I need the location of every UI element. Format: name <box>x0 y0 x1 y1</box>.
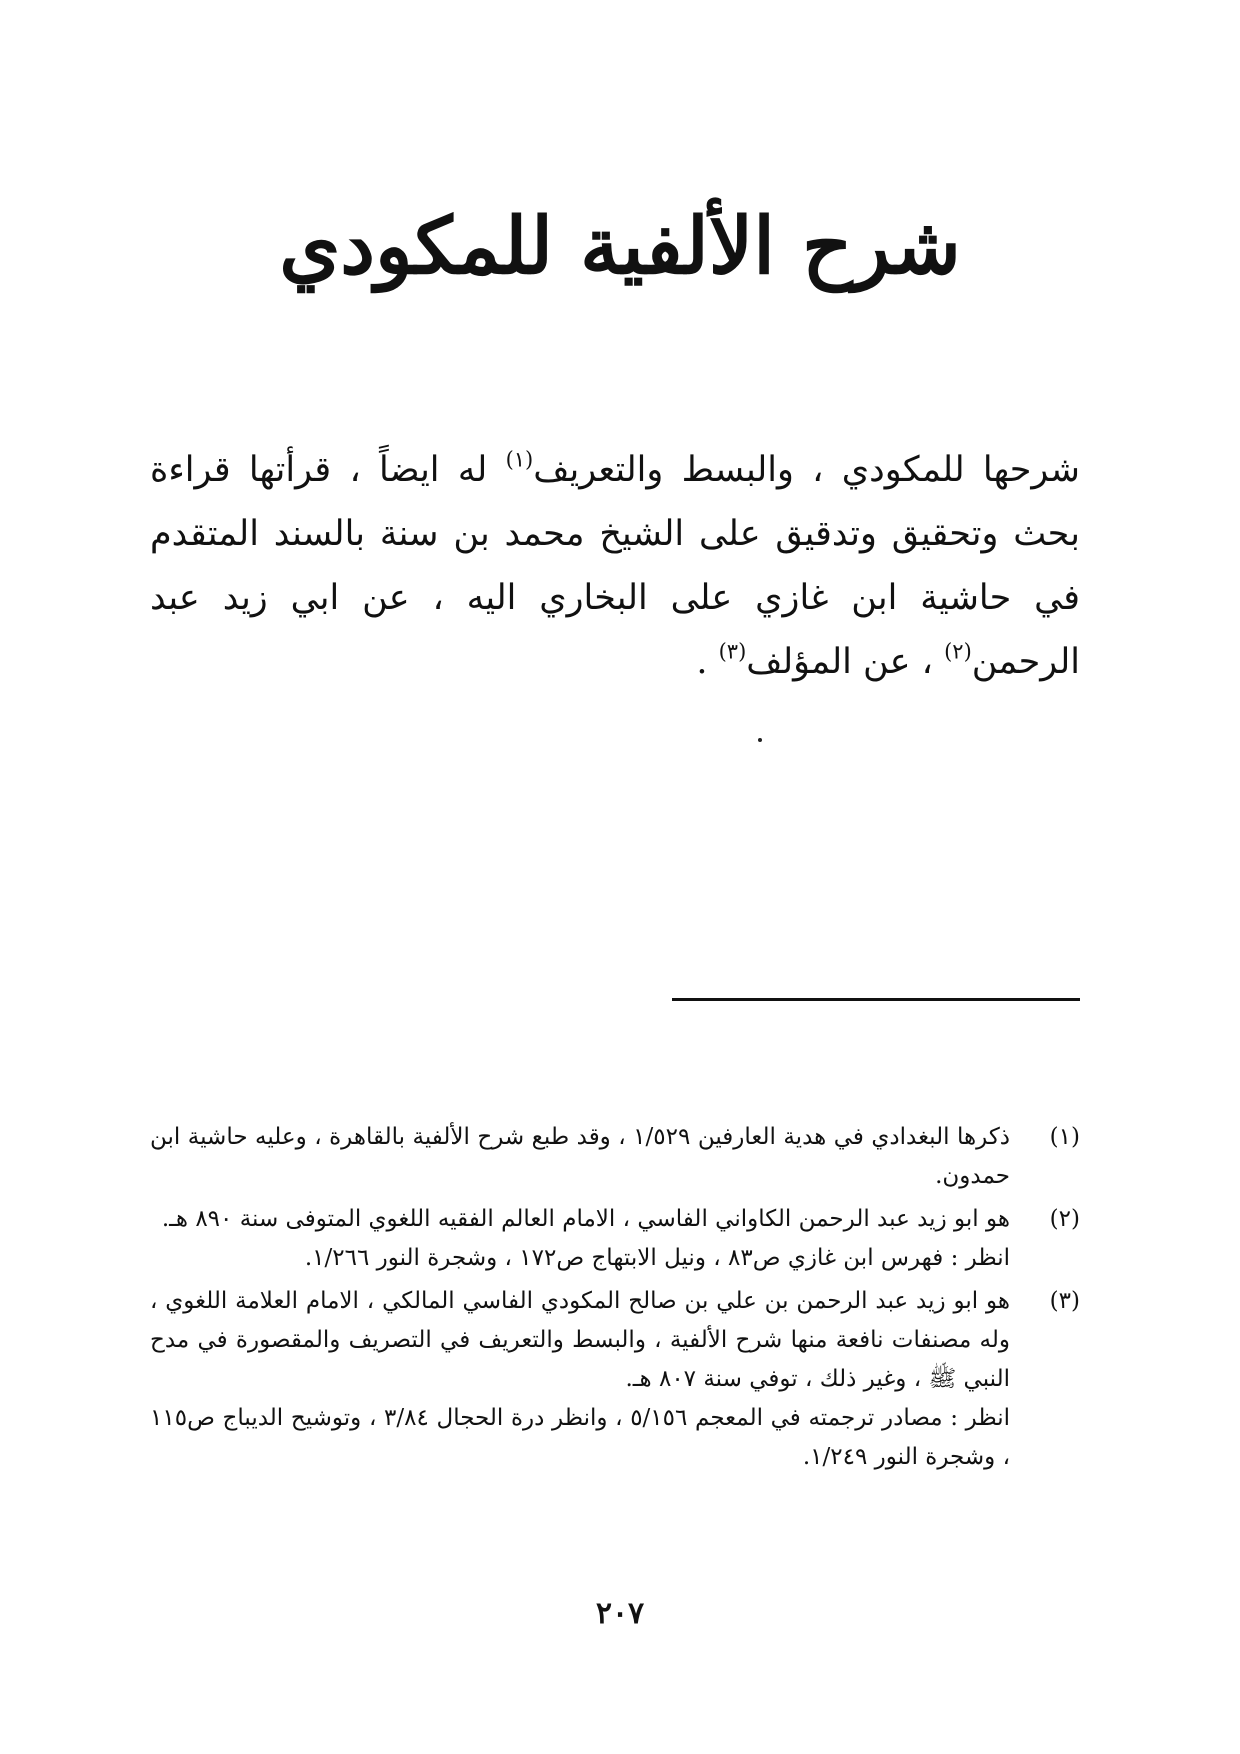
scan-dot <box>758 738 762 742</box>
intro-text-1: شرحها للمكودي ، والبسط والتعريف <box>533 450 1080 490</box>
footnote-source: انظر : مصادر ترجمته في المعجم ٥/١٥٦ ، وانظر درة الحجال ٣/٨٤ ، وتوشيح الديباج ص١١٥ ، وشجرة النور ١/٢٤٩. <box>150 1405 1010 1470</box>
footnote-2 <box>150 1200 1080 1278</box>
footnote-text: هو ابو زيد عبد الرحمن الكاواني الفاسي ، الامام العالم الفقيه اللغوي المتوفى سنة ٨٩٠ هـ. <box>161 1206 1010 1232</box>
footnote-number: (١) <box>1049 1124 1080 1150</box>
footnote-ref-3: (٣) <box>718 639 747 664</box>
footnote-text: هو ابو زيد عبد الرحمن بن علي بن صالح المكودي الفاسي المالكي ، الامام العلامة اللغوي ، وله مصنفات نافعة منها شرح الألفية ، والبسط والتعريف في التصريف والمقصورة في مدح النبي ﷺ ، وغير ذلك ، توفي سنة ٨٠٧ هـ. <box>150 1288 1010 1392</box>
footnote-ref-2: (٢) <box>944 639 972 664</box>
page-number: ٢٠٧ <box>595 1596 645 1631</box>
footnote-number: (٢) <box>1049 1206 1080 1232</box>
footnote-1 <box>150 1118 1080 1196</box>
intro-paragraph <box>150 438 1080 694</box>
footnote-3 <box>150 1282 1080 1477</box>
footnotes <box>150 1118 1080 1481</box>
footnote-text: ذكرها البغدادي في هدية العارفين ١/٥٢٩ ، وقد طبع شرح الألفية بالقاهرة ، وعليه حاشية ابن حمدون. <box>150 1124 1011 1189</box>
footnote-number: (٣) <box>1049 1288 1080 1314</box>
footnote-ref-1: (١) <box>505 447 534 472</box>
page-title: شرح الألفية للمكودي <box>279 201 961 292</box>
footnote-source: انظر : فهرس ابن غازي ص٨٣ ، ونيل الابتهاج ص١٧٢ ، وشجرة النور ١/٢٦٦. <box>304 1245 1010 1271</box>
footnote-separator <box>672 998 1080 1001</box>
intro-text-4: . <box>696 642 719 682</box>
intro-text-2: له ايضاً ، قرأتها قراءة بحث وتحقيق وتدقيق على الشيخ محمد بن سنة بالسند المتقدم في حاشية ابن غازي على البخاري اليه ، عن ابي زيد عبد الرحمن <box>150 450 1080 682</box>
intro-text-3: ، عن المؤلف <box>746 642 945 682</box>
